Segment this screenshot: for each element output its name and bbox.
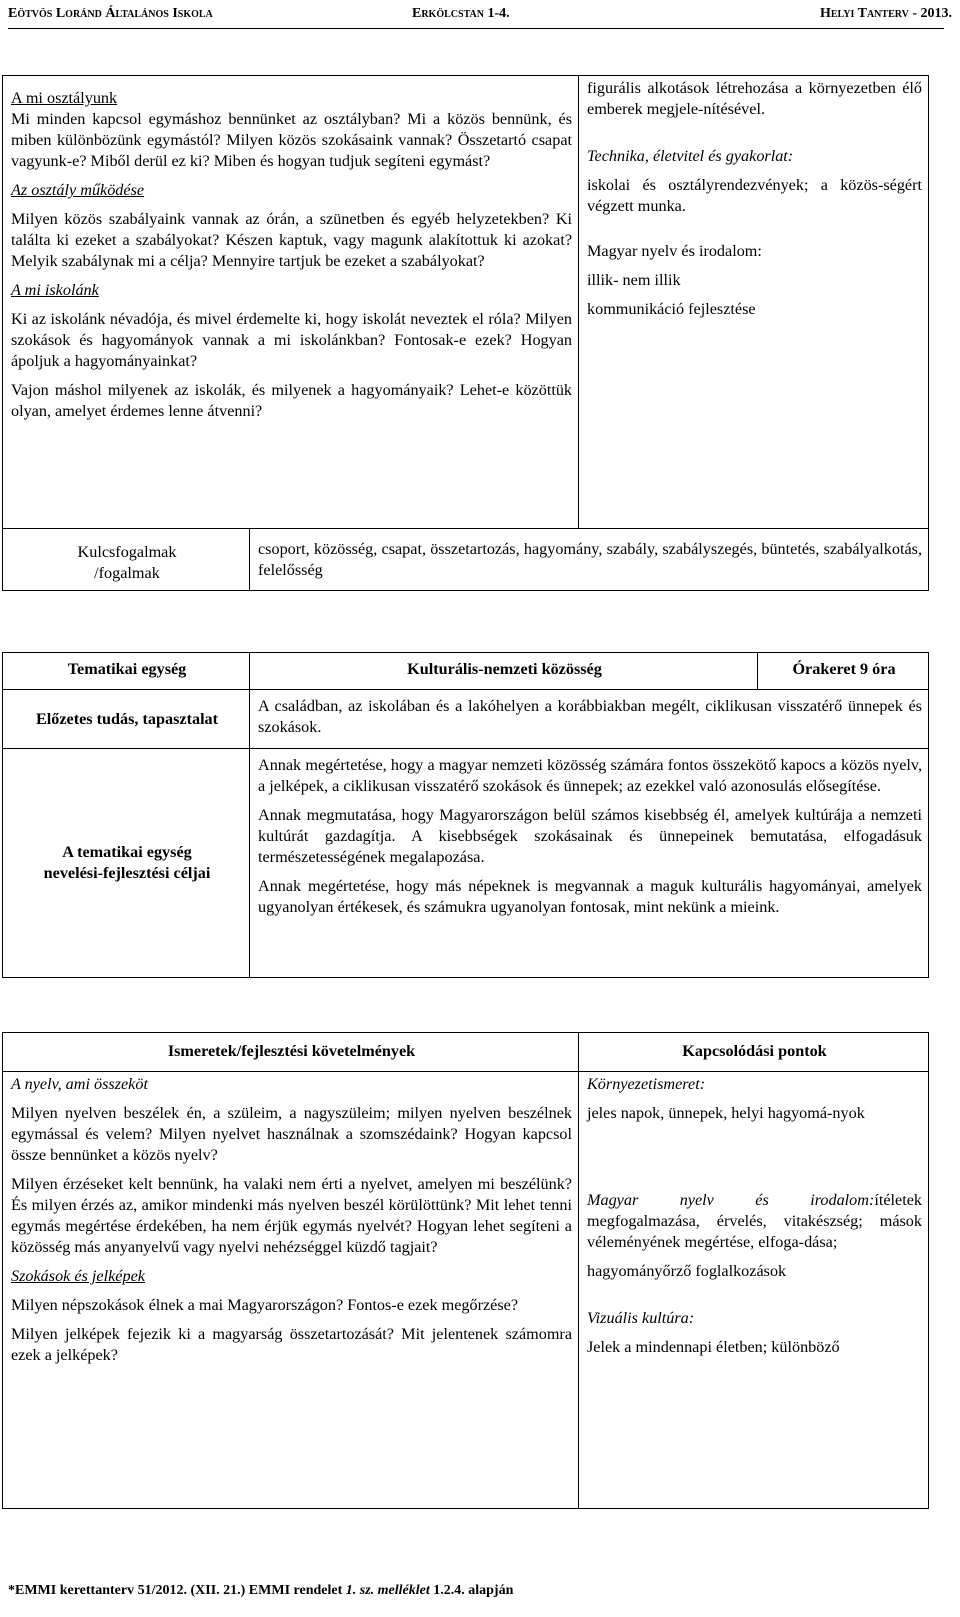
goal-item: Annak megértetése, hogy más népeknek is megvannak a maguk kulturális hagyományai, amelyek ugyanolyan értékesek, és számukra ugyanolyan fontosak, mint nekünk a mieink. xyxy=(258,877,922,916)
connection-title: Környezetismeret: xyxy=(587,1075,706,1093)
header-rule xyxy=(8,28,944,29)
hours-label: Órakeret 9 óra xyxy=(758,653,929,690)
connection-text: jeles napok, ünnepek, helyi hagyomá-nyok xyxy=(587,1104,865,1122)
connection-title: Technika, életvitel és gyakorlat: xyxy=(587,147,794,165)
content-cell xyxy=(3,76,579,529)
section-text: Milyen jelképek fejezik ki a magyarság összetartozását? Mit jelentenek számomra ezek a jelképek? xyxy=(11,1325,572,1364)
connection-title: Magyar nyelv és irodalom: xyxy=(587,1191,875,1209)
unit-title: Kulturális-nemzeti közösség xyxy=(250,653,758,690)
requirements-cell xyxy=(3,1072,579,1509)
section-text: Vajon máshol milyenek az iskolák, és milyenek a hagyományaik? Lehet-e közöttük olyan, amelyet érdemes lenne átvenni? xyxy=(11,381,573,420)
subject-name: Erkölcstan 1-4. xyxy=(412,6,510,21)
connection-text: Jelek a mindennapi életben; különböző xyxy=(587,1338,840,1356)
section-title: Az osztály működése xyxy=(11,181,145,199)
goal-item: Annak megmutatása, hogy Magyarországon belül számos kisebbség él, amelyek kultúrája a nemzeti kultúrát gazdagítja. A kisebbségek szokásainak és ünnepeinek bemutatása, elfogadásuk természetességének megalapozása. xyxy=(258,806,922,866)
curriculum-label: Helyi Tanterv - 2013. xyxy=(819,6,952,21)
section-text: Milyen nyelven beszélek én, a szüleim, a nagyszüleim; milyen nyelven beszélnek egymással és velem? Milyen nyelvet használnak a szomszédaink? Hogyan kapcsol össze bennünket a közös nyelv? xyxy=(11,1104,572,1164)
prior-knowledge-label: Előzetes tudás, tapasztalat xyxy=(3,690,250,749)
page-footer: *EMMI kerettanterv 51/2012. (XII. 21.) EMMI rendelet 1. sz. melléklet 1.2.4. alapján xyxy=(8,1583,514,1598)
connection-text: kommunikáció fejlesztése xyxy=(587,300,756,318)
connection-text: ítéletek megfogalmazása, érvelés, vitakészség; mások véleményének megértése, elfoga-dása; xyxy=(587,1191,922,1251)
table-thematic-unit xyxy=(2,652,929,978)
connections-cell xyxy=(579,1072,929,1509)
prior-knowledge-text: A családban, az iskolában és a lakóhelyen a korábbiakban megélt, ciklikusan visszatérő ünnepek és szokások. xyxy=(250,690,929,749)
connection-text: figurális alkotások létrehozása a környezetben élő emberek megjele-nítésével. xyxy=(587,79,923,118)
section-text: Mi minden kapcsol egymáshoz bennünket az osztályban? Mi a közös bennünk, és miben különbözünk egymástól? Milyen közös szokásaink vannak? Összetartó csapat vagyunk-e? Miből derül ez ki? Miben és hogyan tudjuk segíteni egymást? xyxy=(11,110,573,170)
section-title: A nyelv, ami összeköt xyxy=(11,1075,148,1093)
connection-text: hagyományőrző foglalkozások xyxy=(587,1262,787,1280)
goals-text xyxy=(250,749,929,978)
section-text: Milyen érzéseket kelt bennünk, ha valaki nem érti a nyelvet, amelyen mi beszélünk? És milyen érzés az, amikor mindenki más nyelven beszél körülöttünk? Mit lehet tenni egymás megértése érdekében, ha nem érjük egymás nyelvét? Hogyan lehet segíteni a közösség más anyanyelvű vagy nyelvi nehézséggel küzdő tagjait? xyxy=(11,1175,572,1256)
key-concepts-label: Kulcsfogalmak /fogalmak xyxy=(3,529,250,591)
section-title: A mi osztályunk xyxy=(11,89,118,107)
requirements-header: Ismeretek/fejlesztési követelmények xyxy=(3,1033,579,1072)
school-name: Eötvös Loránd Általános Iskola xyxy=(8,6,213,21)
connection-title: Vizuális kultúra: xyxy=(587,1309,695,1327)
page-header xyxy=(8,6,952,26)
connection-text: iskolai és osztályrendezvények; a közös-ségért végzett munka. xyxy=(587,176,923,215)
goal-item: Annak megértetése, hogy a magyar nemzeti közösség számára fontos összekötő kapocs a közös nyelv, a jelképek, a ciklikusan visszatérő szokások és ünnepek; az ezekkel való azonosulás elősegítése. xyxy=(258,756,922,795)
section-text: Milyen népszokások élnek a mai Magyarországon? Fontos-e ezek megőrzése? xyxy=(11,1296,519,1314)
unit-label: Tematikai egység xyxy=(3,653,250,690)
table-class-community xyxy=(2,75,929,591)
key-concepts-text: csoport, közösség, csapat, összetartozás, hagyomány, szabály, szabályszegés, büntetés, szabályalkotás, felelősség xyxy=(250,529,929,591)
section-text: Ki az iskolánk névadója, és mivel érdemelte ki, hogy iskolát neveztek el róla? Milyen szokások és hagyományok vannak a mi iskolánkban? Fontosak-e ezek? Hogyan ápoljuk a hagyományainkat? xyxy=(11,310,573,370)
connections-header: Kapcsolódási pontok xyxy=(579,1033,929,1072)
section-text: Milyen közös szabályaink vannak az órán, a szünetben és egyéb helyzetekben? Ki találta ki ezeket a szabályokat? Készen kaptuk, vagy magunk alakítottuk ki azokat? Melyik szabálynak mi a célja? Mennyire tartjuk be ezeket a szabályokat? xyxy=(11,210,573,270)
goals-label: A tematikai egység nevelési-fejlesztési céljai xyxy=(3,749,250,978)
section-title: Szokások és jelképek xyxy=(11,1267,145,1285)
table-requirements xyxy=(2,1032,929,1509)
connection-text: illik- nem illik xyxy=(587,271,681,289)
connection-item xyxy=(587,1190,922,1253)
connection-title: Magyar nyelv és irodalom: xyxy=(587,242,762,260)
section-title: A mi iskolánk xyxy=(11,281,99,299)
connections-cell xyxy=(579,76,929,529)
